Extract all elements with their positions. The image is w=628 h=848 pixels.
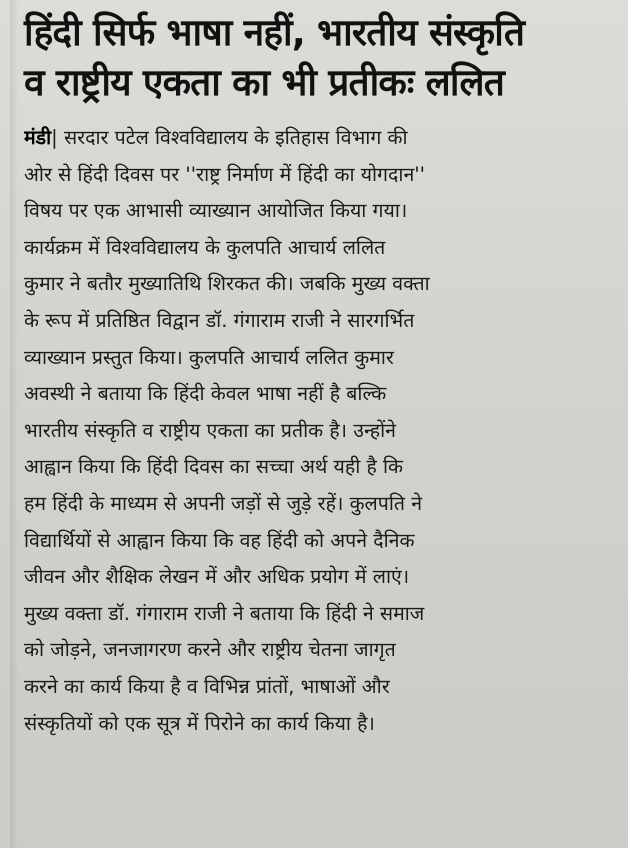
dateline: मंडी [24, 126, 52, 149]
body-line: व्याख्यान प्रस्तुत किया। कुलपति आचार्य ललित कुमार [24, 345, 394, 369]
body-line: अवस्थी ने बताया कि हिंदी केवल भाषा नहीं है बल्कि [24, 382, 387, 406]
body-line: संस्कृतियों को एक सूत्र में पिरोने का कार्य किया है। [24, 711, 375, 735]
body-line-1: मंडी| सरदार पटेल विश्वविद्यालय के इतिहास विभाग की [24, 126, 408, 149]
first-line-text: सरदार पटेल विश्वविद्यालय के इतिहास विभाग की [63, 126, 408, 149]
body-line: विषय पर एक आभासी व्याख्यान आयोजित किया गया। [24, 199, 408, 223]
body-line: हम हिंदी के माध्यम से अपनी जड़ों से जुड़े रहें। कुलपति ने [24, 491, 423, 515]
headline-line-2: व राष्ट्रीय एकता का भी प्रतीकः ललित [24, 61, 505, 104]
body-line: कार्यक्रम में विश्वविद्यालय के कुलपति आचार्य ललित [24, 235, 386, 259]
body-line: कुमार ने बतौर मुख्यातिथि शिरकत की। जबकि मुख्य वक्ता [24, 272, 430, 296]
body-line: जीवन और शैक्षिक लेखन में और अधिक प्रयोग में लाएं। [24, 565, 410, 589]
body-line: को जोड़ने, जनजागरण करने और राष्ट्रीय चेतना जागृत [24, 638, 396, 662]
body-line: आह्वान किया कि हिंदी दिवस का सच्चा अर्थ यही है कि [24, 455, 404, 479]
body-line: विद्यार्थियों से आह्वान किया कि वह हिंदी को अपने दैनिक [24, 528, 415, 552]
body-line: मुख्य वक्ता डॉ. गंगाराम राजी ने बताया कि हिंदी ने समाज [24, 601, 425, 625]
headline [24, 8, 608, 108]
body-line: ओर से हिंदी दिवस पर ''राष्ट्र निर्माण में हिंदी का योगदान'' [24, 162, 425, 186]
paper-fold-shadow [10, 0, 18, 848]
body-line: भारतीय संस्कृति व राष्ट्रीय एकता का प्रतीक है। उन्होंने [24, 418, 397, 442]
body-line: के रूप में प्रतिष्ठित विद्वान डॉ. गंगाराम राजी ने सारगर्भित [24, 308, 415, 332]
headline-line-1: हिंदी सिर्फ भाषा नहीं, भारतीय संस्कृति [24, 11, 525, 54]
article-body [24, 120, 608, 742]
body-line: करने का कार्य किया है व विभिन्न प्रांतों, भाषाओं और [24, 674, 390, 698]
